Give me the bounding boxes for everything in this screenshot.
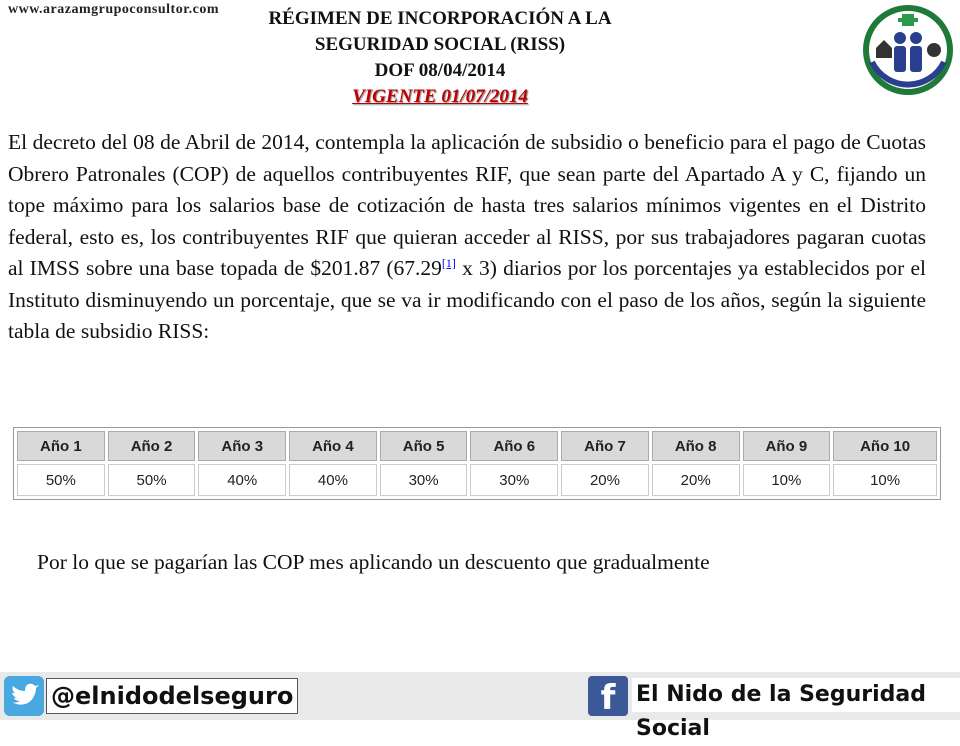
facebook-icon[interactable]: f — [588, 676, 628, 716]
footnote-link[interactable]: [1] — [441, 255, 456, 270]
footer-bar — [0, 672, 960, 741]
document-title — [205, 6, 675, 110]
table-cell: 40% — [198, 464, 286, 496]
table-row — [17, 464, 937, 496]
table-header-cell: Año 3 — [198, 431, 286, 461]
title-line-1: RÉGIMEN DE INCORPORACIÓN A LA — [268, 8, 612, 29]
vigente-date: VIGENTE 01/07/2014 — [352, 86, 528, 107]
footnote-ref[interactable] — [442, 256, 456, 270]
body-paragraph — [8, 127, 926, 348]
table-cell: 50% — [108, 464, 196, 496]
title-line-2: SEGURIDAD SOCIAL (RISS) — [314, 34, 566, 55]
paragraph-text-1: El decreto del 08 de Abril de 2014, contempla la aplicación de subsidio o beneficio para el pago de Cuotas Obrero Patronales (COP) de aquellos contribuyentes RIF, que sean parte del Apartado A y C, fijando un tope máximo para los salarios base de cotización de hasta tres salarios mínimos vigentes en el Distrito federal, esto es, los contribuyentes RIF que quieran acceder al RISS, por sus trabajadores pagaran cuotas al IMSS sobre una base topada de $201.87 (67.29 — [8, 130, 926, 280]
table-cell: 30% — [380, 464, 468, 496]
riss-subsidy-table — [13, 427, 941, 500]
table-header-cell: Año 5 — [380, 431, 468, 461]
site-url[interactable]: www.arazamgrupoconsultor.com — [8, 2, 220, 17]
twitter-handle[interactable]: @elnidodelseguro — [46, 678, 298, 714]
table-header-cell: Año 4 — [289, 431, 377, 461]
title-line-3: DOF 08/04/2014 — [374, 60, 506, 81]
twitter-bird-icon[interactable] — [4, 676, 44, 716]
table-cell: 20% — [561, 464, 649, 496]
table-header-row — [17, 431, 937, 461]
closing-text: Por lo que se pagarían las COP mes aplicando un descuento que gradualmente — [37, 550, 710, 574]
table-cell: 10% — [743, 464, 831, 496]
paragraph-text-2: x 3) diarios por los porcentajes ya establecidos por el Instituto disminuyendo un porcentaje, que se va ir modificando con el paso de los años, según la siguiente tabla de subsidio RISS: — [8, 256, 926, 343]
facebook-page-name[interactable]: El Nido de la Seguridad Social — [632, 678, 960, 712]
table-cell: 30% — [470, 464, 558, 496]
table-header-cell: Año 7 — [561, 431, 649, 461]
table-header-cell: Año 6 — [470, 431, 558, 461]
table-header-cell: Año 9 — [743, 431, 831, 461]
table-header-cell: Año 10 — [833, 431, 937, 461]
table-header-cell: Año 1 — [17, 431, 105, 461]
table-cell: 40% — [289, 464, 377, 496]
table-header-cell: Año 8 — [652, 431, 740, 461]
table-cell: 50% — [17, 464, 105, 496]
table-cell: 20% — [652, 464, 740, 496]
table-header-cell: Año 2 — [108, 431, 196, 461]
family-protection-logo-icon — [862, 4, 954, 96]
table-cell: 10% — [833, 464, 937, 496]
